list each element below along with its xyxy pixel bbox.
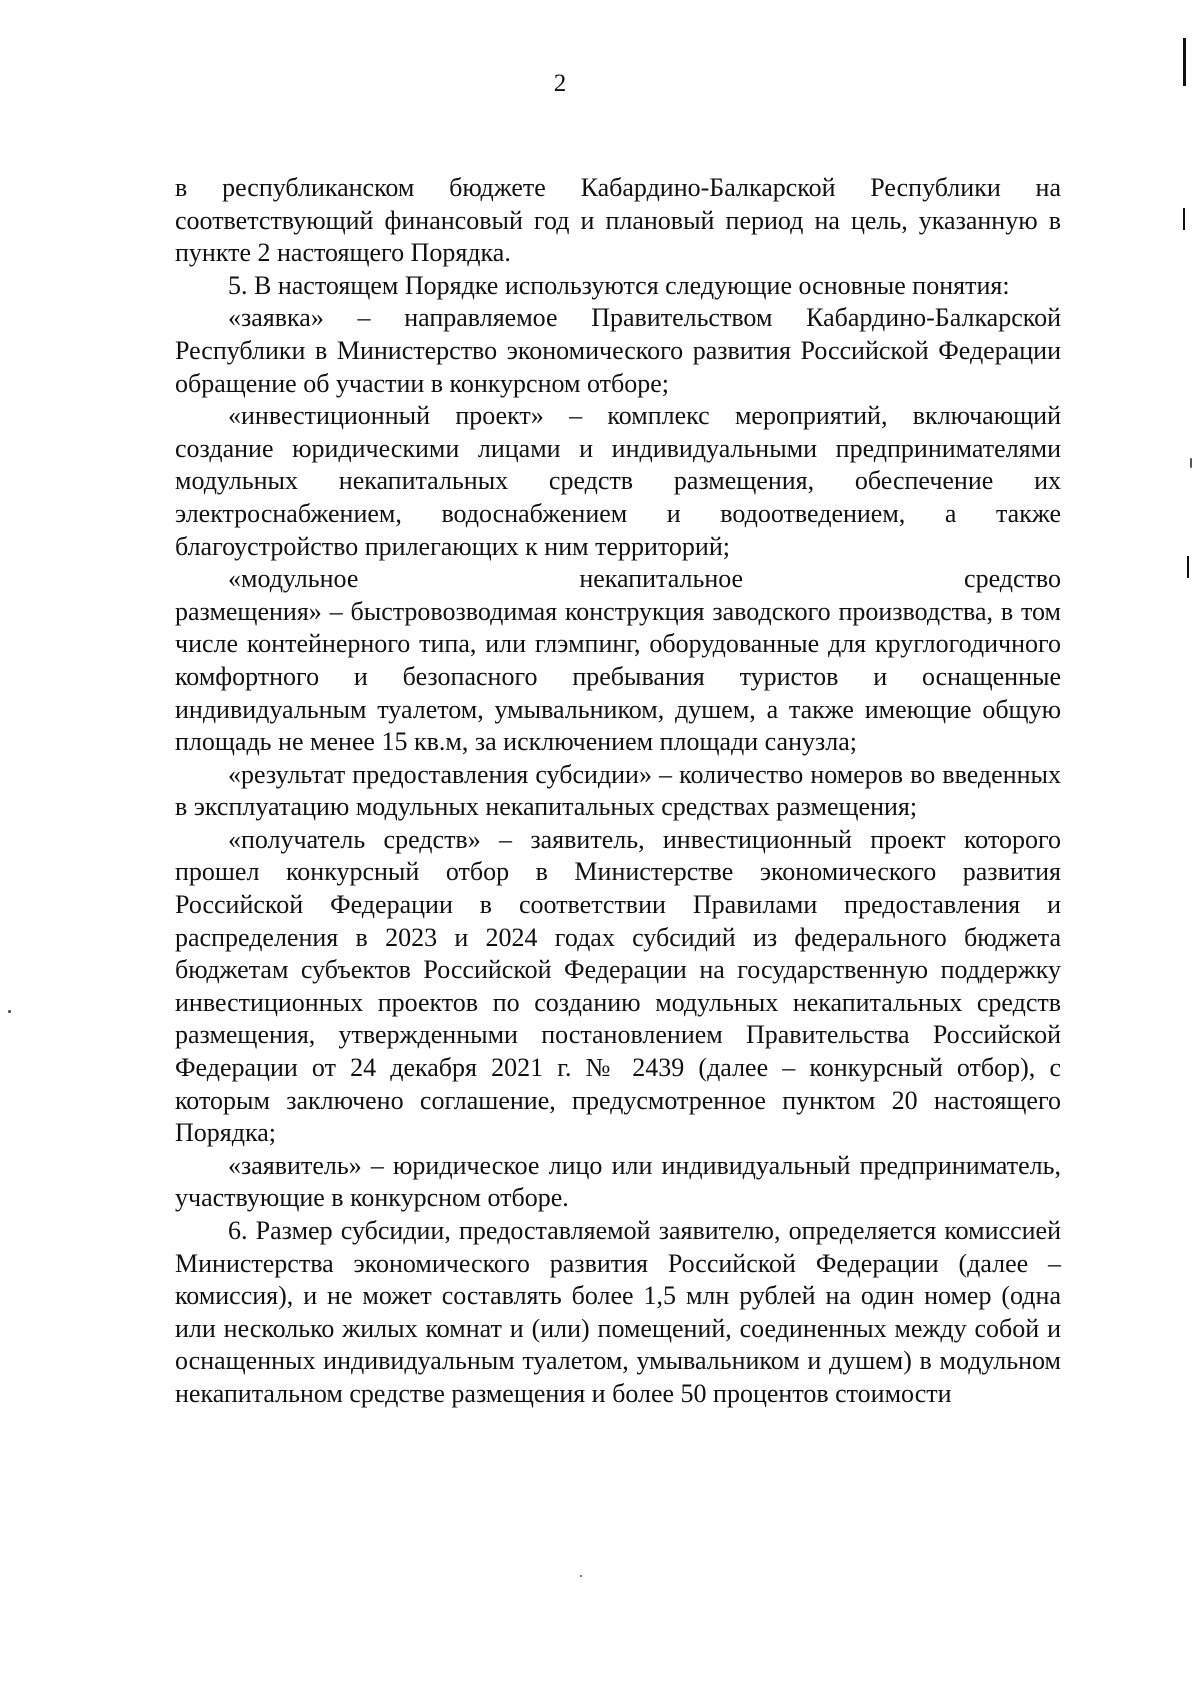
scan-speck (580, 1575, 582, 1577)
definition-modular-facility-heading: «модульное некапитальное средство (228, 564, 1061, 594)
definition-modular-facility-body: размещения» – быстровозводимая конструкция заводского производства, в том числе контейнерного типа, или глэмпинг, оборудованные для круглогодичного комфортного и безопасного пребывания туристов и оснащенные индивидуальным туалетом, умывальником, душем, а также имеющие общую площадь не менее 15 кв.м, за исключением площади санузла; (175, 596, 1061, 757)
scan-margin-mark (1183, 38, 1186, 86)
document-body (175, 172, 1061, 1411)
definition-zayavka: «заявка» – направляемое Правительством Кабардино-Балкарской Республики в Министерство экономического развития Российской Федерации обращение об участии в конкурсном отборе; (175, 303, 1061, 398)
definition-investment-project: «инвестиционный проект» – комплекс мероприятий, включающий создание юридическими лицами и индивидуальными предпринимателями модульных некапитальных средств размещения, обеспечение их электроснабжением, водоснабжением и водоотведением, а также благоустройство прилегающих к ним территорий; (175, 401, 1061, 561)
paragraph-item-6: 6. Размер субсидии, предоставляемой заявителю, определяется комиссией Министерства экономического развития Российской Федерации (далее – комиссия), и не может составлять более 1,5 млн рублей на один номер (одна или несколько жилых комнат и (или) помещений, соединенных между собой и оснащенных индивидуальным туалетом, умывальником и душем) в модульном некапитальном средстве размещения и более 50 процентов стоимости (175, 1216, 1061, 1408)
paragraph-item-5: 5. В настоящем Порядке используются следующие основные понятия: (228, 270, 1010, 300)
definition-funds-recipient: «получатель средств» – заявитель, инвестиционный проект которого прошел конкурсный отбор в Министерстве экономического развития Российской Федерации в соответствии Правилами предоставления и распределения в 2023 и 2024 годах субсидий из федерального бюджета бюджетам субъектов Российской Федерации на государственную поддержку инвестиционных проектов по созданию модульных некапитальных средств размещения, утвержденными постановлением Правительства Российской Федерации от 24 декабря 2021 г. № 2439 (далее – конкурсный отбор), с которым заключено соглашение, предусмотренное пунктом 20 настоящего Порядка; (175, 824, 1061, 1148)
scan-margin-mark (1187, 556, 1189, 578)
scan-speck (8, 1010, 11, 1013)
definition-subsidy-result: «результат предоставления субсидии» – количество номеров во введенных в эксплуатацию модульных некапитальных средствах размещения; (175, 759, 1061, 822)
definition-applicant: «заявитель» – юридическое лицо или индивидуальный предприниматель, участвующие в конкурсном отборе. (175, 1150, 1061, 1213)
page-number: 2 (553, 70, 567, 97)
paragraph-continuation: в республиканском бюджете Кабардино-Балкарской Республики на соответствующий финансовый год и плановый период на цель, указанную в пункте 2 настоящего Порядка. (175, 173, 1061, 268)
scan-speck (1190, 458, 1192, 468)
scan-margin-mark (1183, 208, 1185, 230)
